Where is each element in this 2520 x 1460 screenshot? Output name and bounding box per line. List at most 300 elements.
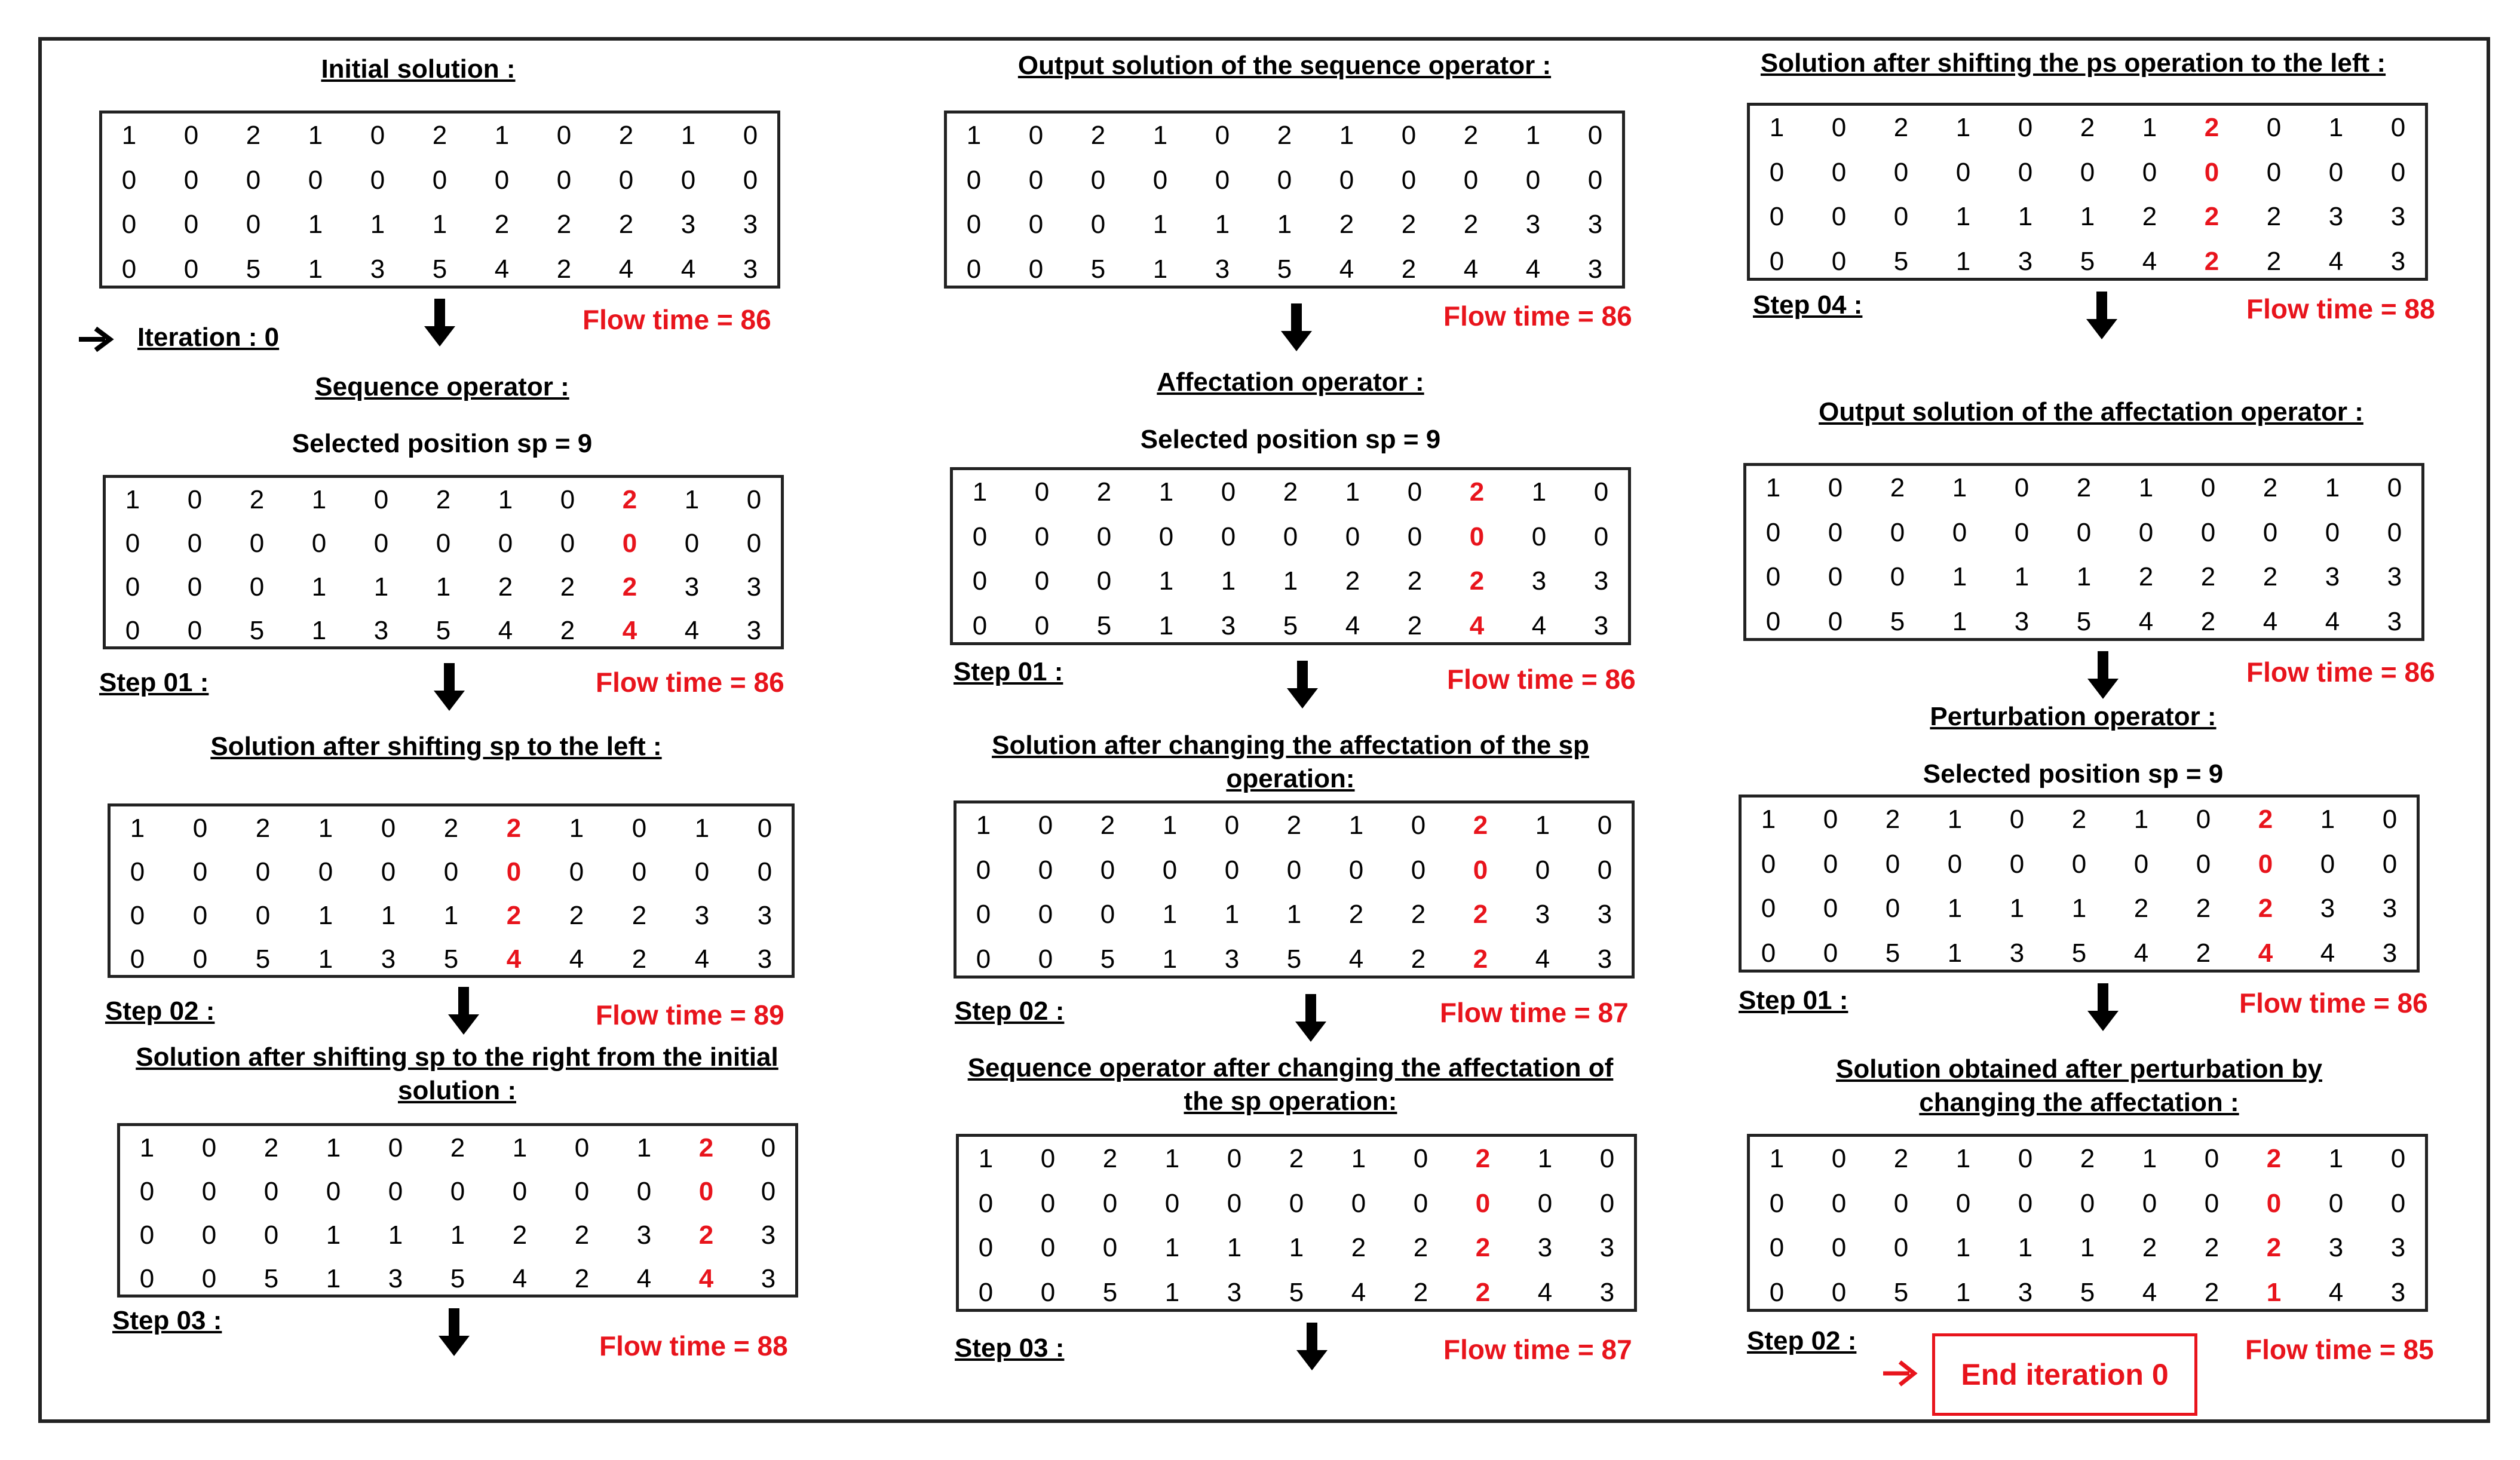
matrix-cell: 3 <box>761 1263 776 1293</box>
matrix-cell: 0 <box>560 528 575 558</box>
matrix-cell: 2 <box>618 210 634 240</box>
matrix-cell: 0 <box>2204 1188 2219 1218</box>
matrix-cell: 1 <box>2080 1233 2095 1263</box>
matrix-cell: 5 <box>1890 606 1905 636</box>
matrix-cell: 3 <box>1531 566 1547 596</box>
matrix-cell: 0 <box>255 900 271 930</box>
matrix-cell: 0 <box>1761 849 1776 879</box>
matrix-cell: 2 <box>1411 900 1426 930</box>
matrix-cell: 2 <box>2138 562 2154 592</box>
matrix-cell: 0 <box>1828 473 1843 503</box>
matrix-cell: 2 <box>506 900 522 930</box>
matrix-cell: 0 <box>373 528 389 558</box>
matrix-cell: 0 <box>2142 157 2157 187</box>
matrix-cell: 1 <box>1955 1277 1971 1307</box>
matrix-cell: 0 <box>1407 522 1423 551</box>
matrix-cell: 0 <box>556 165 572 195</box>
matrix-cell: 2 <box>1401 210 1417 240</box>
step-label: Step 02 : <box>1747 1326 1857 1355</box>
solution-matrix <box>950 467 1631 645</box>
matrix-cell: 0 <box>2196 849 2211 879</box>
matrix-cell: 2 <box>2071 805 2087 835</box>
matrix-cell: 0 <box>966 210 982 240</box>
matrix-cell: 2 <box>1475 1233 1491 1263</box>
flow-time-label: Flow time = 86 <box>596 667 784 698</box>
flow-time-label: Flow time = 86 <box>2239 987 2428 1019</box>
matrix-cell: 0 <box>1351 1188 1366 1218</box>
matrix-cell: 0 <box>1890 517 1905 547</box>
matrix-cell: 1 <box>636 1133 652 1163</box>
matrix-cell: 0 <box>2387 517 2402 547</box>
matrix-cell: 1 <box>2142 1144 2157 1174</box>
matrix-cell: 0 <box>326 1176 341 1206</box>
matrix-cell: 0 <box>1040 1277 1056 1307</box>
matrix-cell: 4 <box>1537 1277 1553 1307</box>
matrix-cell: 2 <box>1407 566 1423 596</box>
matrix-cell: 0 <box>1828 517 1843 547</box>
matrix-cell: 0 <box>125 615 140 645</box>
matrix-cell: 1 <box>1955 246 1971 276</box>
matrix-cell: 0 <box>246 210 261 240</box>
matrix-cell: 0 <box>2266 113 2282 143</box>
matrix-cell: 0 <box>2080 157 2095 187</box>
matrix-cell: 1 <box>318 900 333 930</box>
matrix-cell: 1 <box>2133 805 2149 835</box>
matrix-cell: 4 <box>498 615 513 645</box>
matrix-cell: 2 <box>631 944 647 974</box>
matrix-cell: 1 <box>1162 944 1178 974</box>
matrix-cell: 2 <box>1351 1233 1366 1263</box>
matrix-cell: 1 <box>1947 938 1963 968</box>
matrix-cell: 1 <box>450 1220 465 1250</box>
matrix-cell: 0 <box>976 855 991 885</box>
matrix-cell: 5 <box>450 1263 465 1293</box>
matrix-cell: 2 <box>2076 473 2092 503</box>
panel-title: Solution after shifting the ps operation to the left : <box>1760 48 2386 78</box>
matrix-cell: 0 <box>966 165 982 195</box>
matrix-cell: 3 <box>381 944 396 974</box>
matrix-cell: 3 <box>743 254 758 284</box>
matrix-cell: 3 <box>1535 900 1550 930</box>
matrix-cell: 1 <box>2076 562 2092 592</box>
matrix-cell: 5 <box>255 944 271 974</box>
matrix-cell: 0 <box>2266 157 2282 187</box>
matrix-cell: 0 <box>1765 562 1781 592</box>
matrix-cell: 0 <box>1227 1188 1242 1218</box>
matrix-cell: 0 <box>2325 517 2340 547</box>
matrix-cell: 0 <box>1890 562 1905 592</box>
matrix-cell: 0 <box>192 813 208 843</box>
matrix-cell: 0 <box>1096 566 1112 596</box>
matrix-cell: 2 <box>1401 254 1417 284</box>
matrix-cell: 1 <box>1761 805 1776 835</box>
matrix-cell: 2 <box>2142 1233 2157 1263</box>
matrix-cell: 0 <box>1034 566 1050 596</box>
matrix-cell: 1 <box>326 1263 341 1293</box>
matrix-cell: 3 <box>1599 1233 1615 1263</box>
solution-matrix <box>1747 103 2428 281</box>
matrix-cell: 0 <box>187 528 203 558</box>
matrix-cell: 0 <box>1164 1188 1180 1218</box>
panel-title: Perturbation operator : <box>1930 702 2217 731</box>
matrix-cell: 0 <box>506 857 522 887</box>
matrix-cell: 1 <box>1952 606 1967 636</box>
matrix-cell: 0 <box>1823 849 1838 879</box>
matrix-cell: 0 <box>263 1220 279 1250</box>
matrix-cell: 1 <box>1525 121 1541 151</box>
matrix-cell: 2 <box>1407 611 1423 640</box>
matrix-cell: 1 <box>1955 202 1971 232</box>
matrix-cell: 1 <box>1286 900 1302 930</box>
matrix-cell: 2 <box>618 121 634 151</box>
matrix-cell: 1 <box>388 1220 403 1250</box>
matrix-cell: 2 <box>1096 477 1112 507</box>
matrix-cell: 0 <box>201 1176 217 1206</box>
matrix-cell: 0 <box>1038 811 1053 841</box>
solution-matrix <box>103 475 784 649</box>
matrix-cell: 1 <box>1164 1277 1180 1307</box>
matrix-cell: 0 <box>201 1263 217 1293</box>
matrix-cell: 3 <box>1221 611 1236 640</box>
matrix-cell: 3 <box>746 615 762 645</box>
matrix-cell: 0 <box>318 857 333 887</box>
matrix-cell: 0 <box>1831 202 1847 232</box>
matrix-cell: 1 <box>1339 121 1354 151</box>
matrix-cell: 1 <box>370 210 385 240</box>
matrix-cell: 0 <box>187 484 203 514</box>
matrix-cell: 0 <box>757 857 772 887</box>
end-iteration-label: End iteration 0 <box>1961 1358 2169 1391</box>
matrix-cell: 0 <box>1158 522 1174 551</box>
matrix-cell: 4 <box>680 254 696 284</box>
matrix-cell: 3 <box>2387 606 2402 636</box>
matrix-cell: 3 <box>2328 1233 2344 1263</box>
matrix-cell: 0 <box>1102 1233 1118 1263</box>
matrix-cell: 1 <box>2138 473 2154 503</box>
arrow-right-icon <box>78 326 114 352</box>
matrix-cell: 0 <box>2142 1188 2157 1218</box>
matrix-cell: 0 <box>450 1176 465 1206</box>
matrix-cell: 4 <box>694 944 710 974</box>
matrix-cell: 1 <box>1765 473 1781 503</box>
panel-title: Affectation operator : <box>1157 367 1424 397</box>
matrix-cell: 1 <box>1345 477 1360 507</box>
matrix-cell: 0 <box>1028 165 1044 195</box>
matrix-cell: 0 <box>1537 1188 1553 1218</box>
matrix-cell: 0 <box>1100 855 1115 885</box>
matrix-cell: 1 <box>311 615 327 645</box>
matrix-cell: 1 <box>569 813 584 843</box>
matrix-cell: 2 <box>263 1133 279 1163</box>
matrix-cell: 0 <box>370 165 385 195</box>
matrix-cell: 0 <box>1769 202 1785 232</box>
down-arrow-icon <box>1293 994 1329 1042</box>
panel-title: Solution obtained after perturbation by changing the affectation : <box>1836 1054 2322 1117</box>
matrix-cell: 0 <box>2080 1188 2095 1218</box>
matrix-cell: 0 <box>1413 1144 1428 1174</box>
matrix-cell: 0 <box>494 165 510 195</box>
matrix-cell: 1 <box>1158 477 1174 507</box>
matrix-cell: 4 <box>506 944 522 974</box>
matrix-cell: 2 <box>2080 1144 2095 1174</box>
matrix-cell: 0 <box>1096 522 1112 551</box>
matrix-cell: 0 <box>2390 1144 2406 1174</box>
matrix-cell: 3 <box>2382 894 2398 924</box>
matrix-cell: 4 <box>1463 254 1479 284</box>
matrix-cell: 0 <box>2018 1144 2033 1174</box>
matrix-cell: 1 <box>512 1133 528 1163</box>
matrix-cell: 0 <box>1339 165 1354 195</box>
matrix-cell: 4 <box>569 944 584 974</box>
matrix-cell: 0 <box>746 528 762 558</box>
matrix-cell: 0 <box>757 813 772 843</box>
matrix-cell: 2 <box>1469 566 1485 596</box>
matrix-cell: 0 <box>1028 121 1044 151</box>
matrix-cell: 2 <box>2258 894 2273 924</box>
matrix-cell: 2 <box>1283 477 1298 507</box>
matrix-cell: 4 <box>494 254 510 284</box>
flow-time-label: Flow time = 85 <box>2245 1334 2434 1365</box>
matrix-cell: 0 <box>1162 855 1178 885</box>
matrix-cell: 5 <box>246 254 261 284</box>
matrix-cell: 0 <box>1221 477 1236 507</box>
matrix-cell: 5 <box>1100 944 1115 974</box>
matrix-cell: 2 <box>2204 1277 2219 1307</box>
matrix-cell: 0 <box>761 1176 776 1206</box>
step-label: Step 01 : <box>1739 986 1848 1015</box>
matrix-cell: 1 <box>694 813 710 843</box>
matrix-cell: 3 <box>1587 210 1603 240</box>
matrix-cell: 1 <box>308 254 323 284</box>
iteration-label: Iteration : 0 <box>137 323 280 352</box>
matrix-cell: 5 <box>1096 611 1112 640</box>
matrix-cell: 4 <box>1535 944 1550 974</box>
matrix-cell: 1 <box>966 121 982 151</box>
matrix-cell: 0 <box>978 1277 994 1307</box>
matrix-cell: 2 <box>2200 562 2216 592</box>
matrix-cell: 0 <box>139 1220 155 1250</box>
matrix-cell: 1 <box>1535 811 1550 841</box>
matrix-cell: 4 <box>2258 938 2273 968</box>
matrix-cell: 4 <box>2142 246 2157 276</box>
matrix-cell: 0 <box>1765 517 1781 547</box>
matrix-cell: 0 <box>972 522 988 551</box>
matrix-cell: 2 <box>249 484 265 514</box>
matrix-cell: 0 <box>2009 849 2025 879</box>
matrix-cell: 2 <box>1345 566 1360 596</box>
matrix-cell: 2 <box>1411 944 1426 974</box>
matrix-cell: 0 <box>498 528 513 558</box>
matrix-cell: 0 <box>2200 473 2216 503</box>
matrix-cell: 3 <box>1593 566 1609 596</box>
matrix-cell: 5 <box>2080 246 2095 276</box>
matrix-cell: 2 <box>1885 805 1900 835</box>
matrix-cell: 0 <box>1761 938 1776 968</box>
matrix-cell: 2 <box>1413 1233 1428 1263</box>
matrix-cell: 2 <box>255 813 271 843</box>
matrix-cell: 0 <box>139 1176 155 1206</box>
matrix-cell: 1 <box>1152 254 1168 284</box>
matrix-cell: 1 <box>1164 1233 1180 1263</box>
matrix-cell: 2 <box>574 1263 590 1293</box>
matrix-cell: 0 <box>130 900 145 930</box>
matrix-cell: 2 <box>506 813 522 843</box>
matrix-cell: 0 <box>1885 894 1900 924</box>
matrix-cell: 3 <box>1215 254 1230 284</box>
matrix-cell: 1 <box>139 1133 155 1163</box>
matrix-cell: 0 <box>761 1133 776 1163</box>
matrix-cell: 0 <box>381 813 396 843</box>
matrix-cell: 0 <box>370 121 385 151</box>
matrix-cell: 2 <box>2258 805 2273 835</box>
matrix-cell: 0 <box>187 572 203 602</box>
solution-matrix <box>944 111 1625 289</box>
matrix-cell: 0 <box>1345 522 1360 551</box>
matrix-cell: 0 <box>139 1263 155 1293</box>
selected-position-label: Selected position sp = 9 <box>1923 759 2224 789</box>
matrix-cell: 0 <box>2387 473 2402 503</box>
matrix-cell: 0 <box>1215 121 1230 151</box>
matrix-cell: 0 <box>192 857 208 887</box>
matrix-cell: 0 <box>2320 849 2335 879</box>
matrix-cell: 0 <box>1034 611 1050 640</box>
matrix-cell: 0 <box>1955 1188 1971 1218</box>
matrix-cell: 1 <box>1952 562 1967 592</box>
matrix-cell: 3 <box>2014 606 2030 636</box>
matrix-cell: 1 <box>1152 121 1168 151</box>
matrix-cell: 0 <box>1407 477 1423 507</box>
matrix-cell: 0 <box>569 857 584 887</box>
matrix-cell: 0 <box>680 165 696 195</box>
matrix-cell: 5 <box>2080 1277 2095 1307</box>
matrix-cell: 0 <box>1893 1188 1909 1218</box>
matrix-cell: 5 <box>263 1263 279 1293</box>
step-label: Step 04 : <box>1753 290 1863 320</box>
matrix-cell: 4 <box>2320 938 2335 968</box>
matrix-cell: 0 <box>1893 157 1909 187</box>
matrix-cell: 0 <box>1100 900 1115 930</box>
matrix-cell: 1 <box>308 210 323 240</box>
matrix-cell: 0 <box>121 254 137 284</box>
matrix-cell: 0 <box>373 484 389 514</box>
matrix-cell: 2 <box>436 484 451 514</box>
matrix-cell: 1 <box>2142 113 2157 143</box>
matrix-cell: 1 <box>978 1144 994 1174</box>
matrix-cell: 0 <box>2266 1188 2282 1218</box>
matrix-cell: 0 <box>1090 210 1106 240</box>
matrix-cell: 0 <box>1765 606 1781 636</box>
matrix-cell: 2 <box>2196 938 2211 968</box>
matrix-cell: 5 <box>2071 938 2087 968</box>
matrix-cell: 1 <box>1152 210 1168 240</box>
matrix-cell: 0 <box>2204 1144 2219 1174</box>
matrix-cell: 0 <box>1224 855 1240 885</box>
matrix-cell: 0 <box>694 857 710 887</box>
matrix-cell: 5 <box>1286 944 1302 974</box>
matrix-cell: 2 <box>1469 477 1485 507</box>
matrix-cell: 5 <box>249 615 265 645</box>
matrix-cell: 1 <box>381 900 396 930</box>
matrix-cell: 1 <box>2328 113 2344 143</box>
matrix-cell: 1 <box>308 121 323 151</box>
matrix-cell: 1 <box>1158 566 1174 596</box>
matrix-cell: 0 <box>966 254 982 284</box>
matrix-cell: 0 <box>2138 517 2154 547</box>
matrix-cell: 1 <box>1537 1144 1553 1174</box>
matrix-cell: 2 <box>2266 246 2282 276</box>
matrix-cell: 0 <box>684 528 700 558</box>
matrix-cell: 4 <box>2138 606 2154 636</box>
matrix-cell: 0 <box>1411 811 1426 841</box>
matrix-cell: 0 <box>2076 517 2092 547</box>
matrix-cell: 3 <box>2325 562 2340 592</box>
down-arrow-icon <box>1294 1323 1330 1370</box>
matrix-cell: 0 <box>183 210 199 240</box>
matrix-cell: 4 <box>622 615 637 645</box>
matrix-cell: 2 <box>1348 900 1364 930</box>
matrix-cell: 5 <box>2076 606 2092 636</box>
matrix-cell: 4 <box>1348 944 1364 974</box>
matrix-cell: 0 <box>1090 165 1106 195</box>
flow-time-label: Flow time = 86 <box>1447 664 1636 695</box>
matrix-cell: 4 <box>2325 606 2340 636</box>
matrix-cell: 0 <box>125 528 140 558</box>
panel-title: Solution after shifting sp to the left : <box>210 732 662 761</box>
matrix-cell: 4 <box>2328 1277 2344 1307</box>
matrix-cell: 1 <box>1283 566 1298 596</box>
matrix-cell: 3 <box>2390 1277 2406 1307</box>
matrix-cell: 0 <box>1224 811 1240 841</box>
matrix-cell: 0 <box>1401 121 1417 151</box>
matrix-cell: 0 <box>1947 849 1963 879</box>
step-label: Step 03 : <box>112 1306 222 1335</box>
matrix-cell: 0 <box>2328 1188 2344 1218</box>
matrix-cell: 0 <box>1593 477 1609 507</box>
matrix-cell: 0 <box>2204 157 2219 187</box>
matrix-cell: 0 <box>2071 849 2087 879</box>
matrix-cell: 4 <box>512 1263 528 1293</box>
matrix-cell: 0 <box>1587 165 1603 195</box>
matrix-cell: 1 <box>1531 477 1547 507</box>
panel-title: Solution after changing the affectation of the sp operation: <box>992 731 1589 793</box>
matrix-cell: 0 <box>976 900 991 930</box>
matrix-cell: 0 <box>311 528 327 558</box>
flow-time-label: Flow time = 89 <box>596 999 784 1030</box>
matrix-cell: 0 <box>130 944 145 974</box>
step-label: Step 01 : <box>99 668 209 697</box>
matrix-cell: 0 <box>1831 1144 1847 1174</box>
matrix-cell: 0 <box>560 484 575 514</box>
matrix-cell: 2 <box>432 121 447 151</box>
matrix-cell: 0 <box>1040 1233 1056 1263</box>
panel-title: Solution after shifting sp to the right from the initial solution : <box>136 1042 778 1105</box>
matrix-cell: 1 <box>2325 473 2340 503</box>
matrix-cell: 0 <box>1348 855 1364 885</box>
matrix-cell: 0 <box>381 857 396 887</box>
matrix-cell: 0 <box>512 1176 528 1206</box>
matrix-cell: 2 <box>569 900 584 930</box>
matrix-cell: 0 <box>1028 210 1044 240</box>
matrix-cell: 2 <box>622 484 637 514</box>
matrix-cell: 1 <box>1769 113 1785 143</box>
matrix-cell: 0 <box>1952 517 1967 547</box>
matrix-cell: 0 <box>249 572 265 602</box>
matrix-cell: 0 <box>2014 473 2030 503</box>
matrix-cell: 0 <box>1893 202 1909 232</box>
step-label: Step 02 : <box>955 996 1065 1026</box>
matrix-cell: 3 <box>2328 202 2344 232</box>
matrix-cell: 1 <box>326 1133 341 1163</box>
